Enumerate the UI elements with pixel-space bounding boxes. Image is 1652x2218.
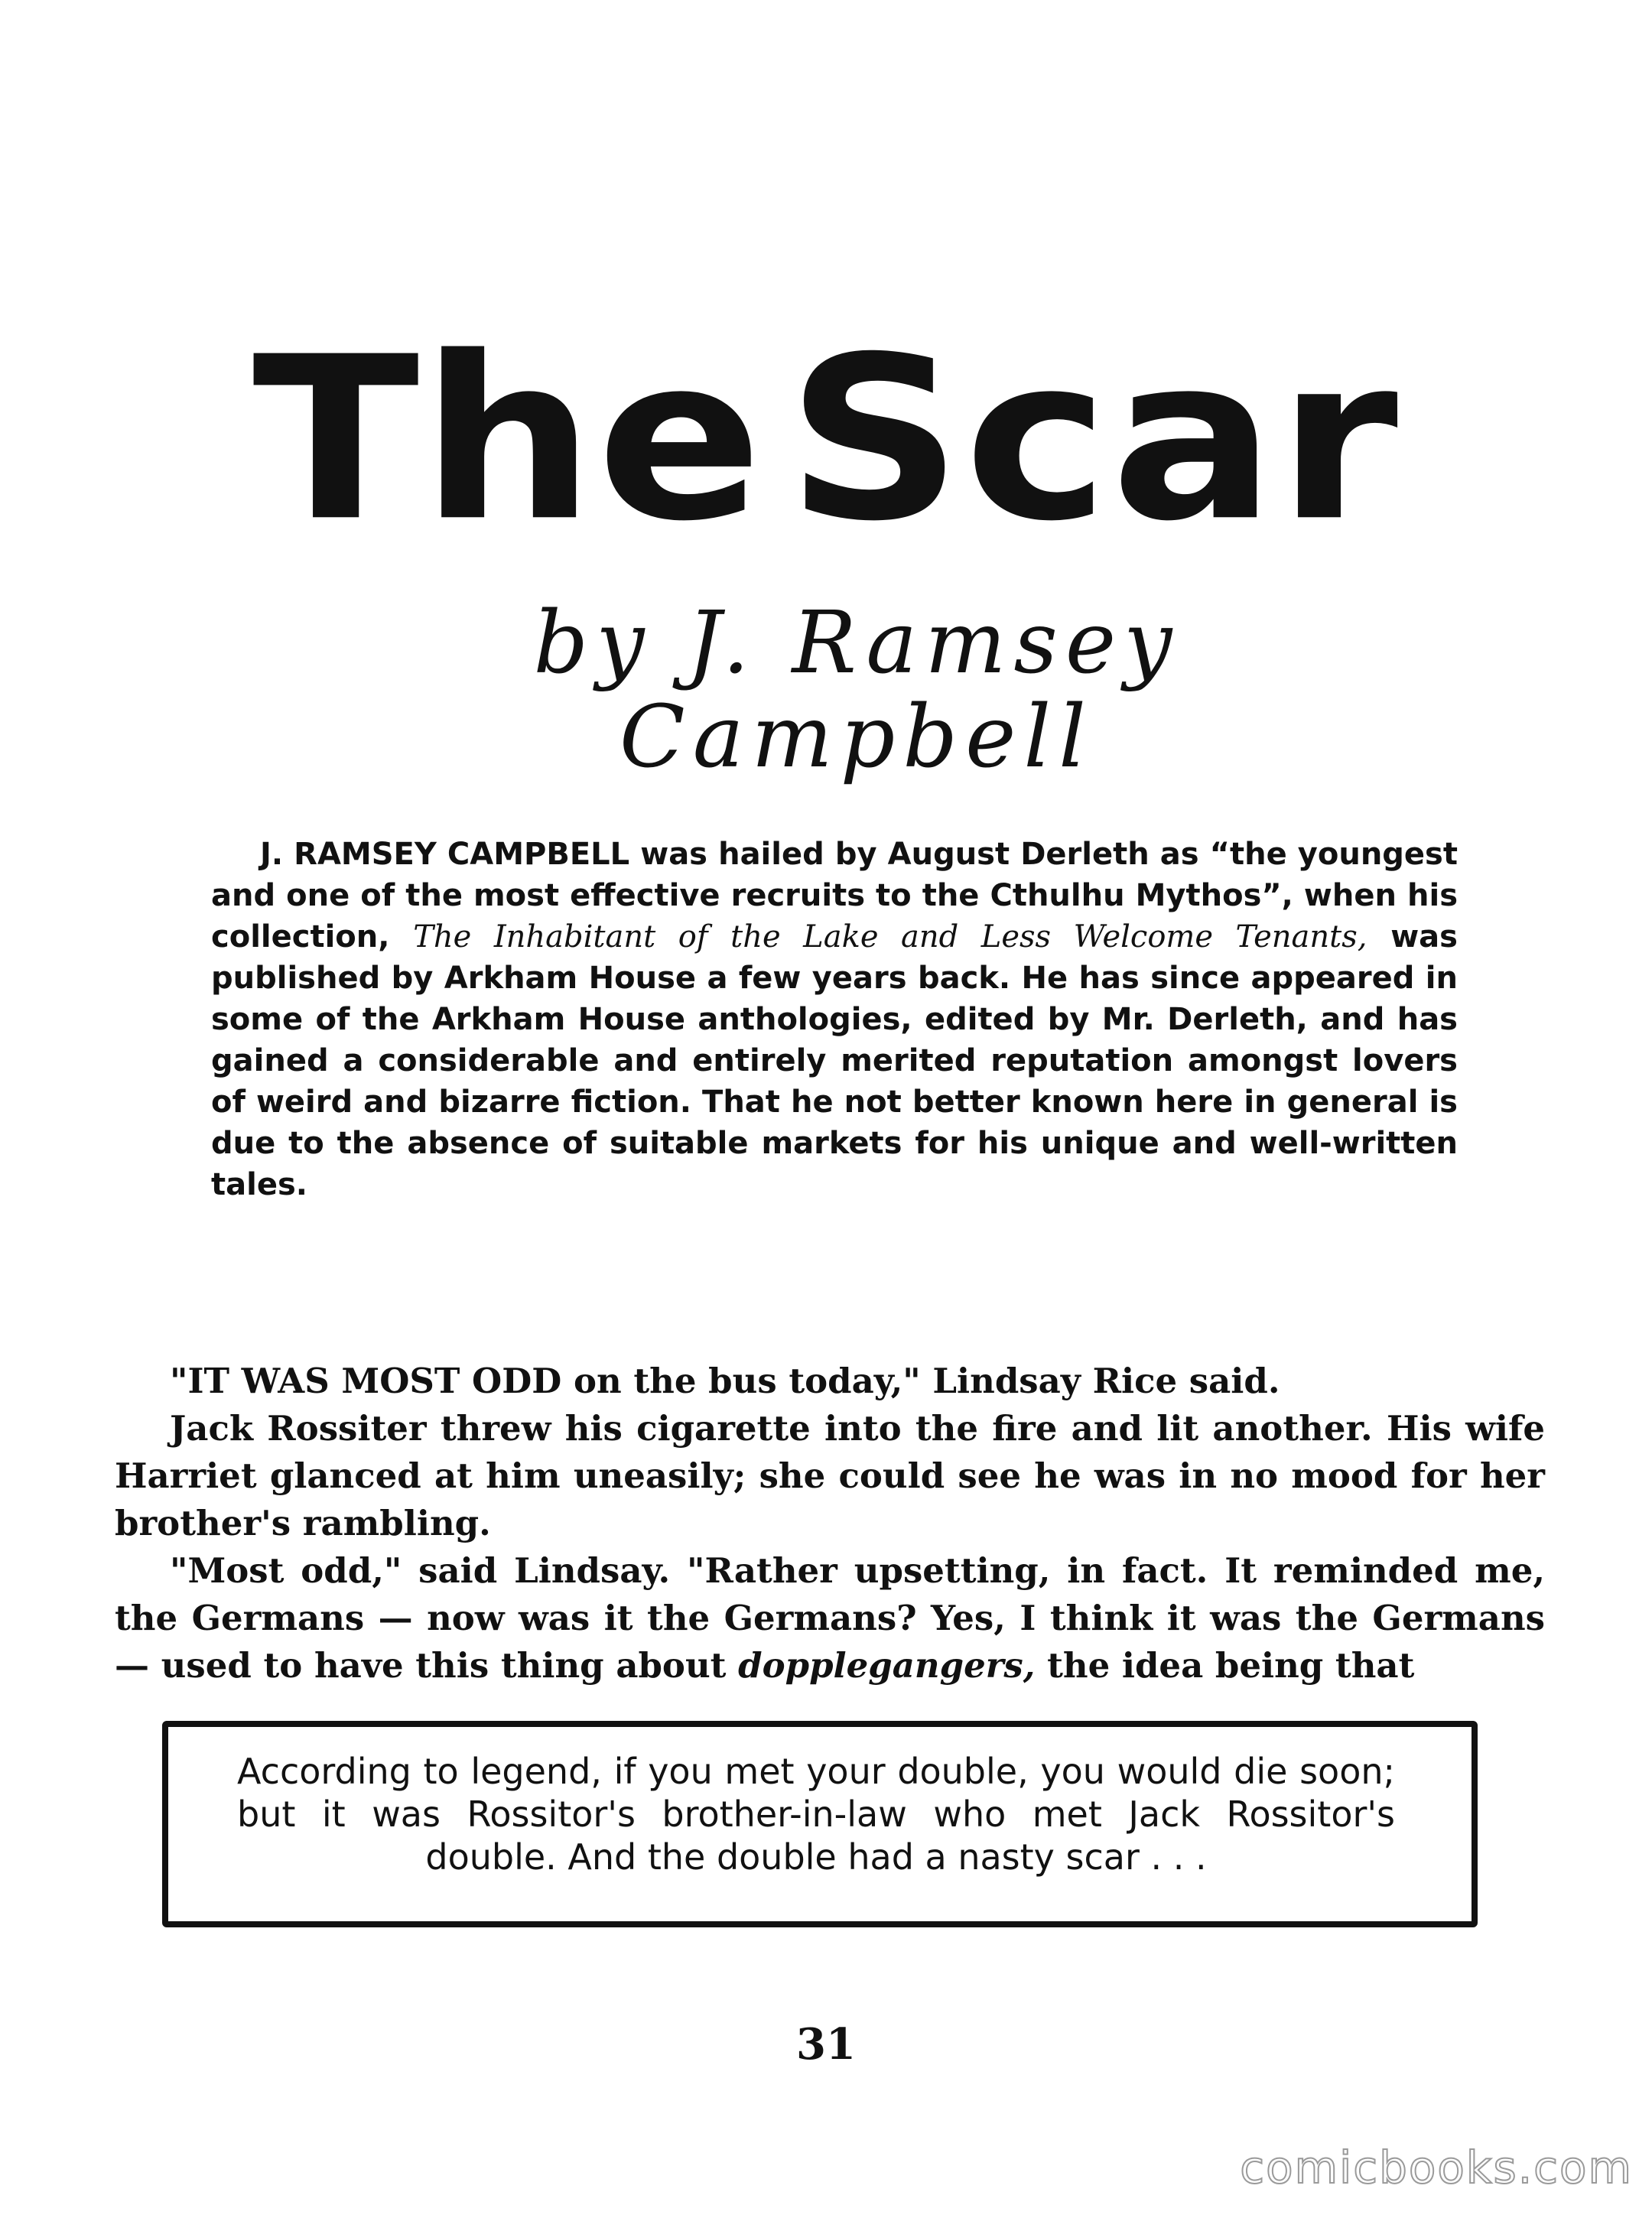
story-paragraph-1: "IT WAS MOST ODD on the bus today," Lindsay Rice said. [170,1361,1280,1401]
intro-book-title: The Inhabitant of the Lake and Less Welcome Tenants, [413,919,1367,955]
story-title [252,308,1400,571]
teaser-box [162,1721,1478,1927]
story-paragraph-3-text-a: "Most odd," said Lindsay. "Rather upsetting, in fact. It reminded me, the Germans — now was it the Germans? Yes, I think it was the Germans — used to have this thing about [115,1550,1545,1686]
intro-text-part2: was published by Arkham House a few years back. He has since appeared in some of the Arkham House anthologies, edited by Mr. Derleth, and has gained a considerable and entirely merited reputation amongst lovers of weird and bizarre fiction. That he not better known here in general is due to the absence of suitable markets for his unique and well-written tales. [211,919,1458,1202]
author-byline: by J. Ramsey Campbell [533,594,1180,788]
intro-text-part1: J. RAMSEY CAMPBELL was hailed by August Derleth as “the youngest and one of the most effective recruits to the Cthulhu Mythos”, when his collection, [211,837,1458,955]
title-word-the: The [252,308,765,571]
story-paragraph-3 [115,1547,1545,1690]
page-number: 31 [796,2019,856,2070]
title-word-scar: Scar [786,308,1400,571]
story-paragraph-3-italic: dopplegangers, [738,1645,1036,1686]
watermark: comicbooks.com [1240,2142,1633,2194]
story-body [115,1358,1545,1690]
story-paragraph-2: Jack Rossiter threw his cigarette into the fire and lit another. His wife Harriet glanced at him uneasily; she could see he was in no mood for her brother's rambling. [115,1408,1545,1543]
story-paragraph-3-text-b: the idea being that [1035,1645,1415,1686]
teaser-text: According to legend, if you met your double, you would die soon; but it was Rossitor's brother-in-law who met Jack Rossitor's double. And the double had a nasty scar . . . [237,1751,1395,1878]
author-introduction [211,834,1458,1205]
